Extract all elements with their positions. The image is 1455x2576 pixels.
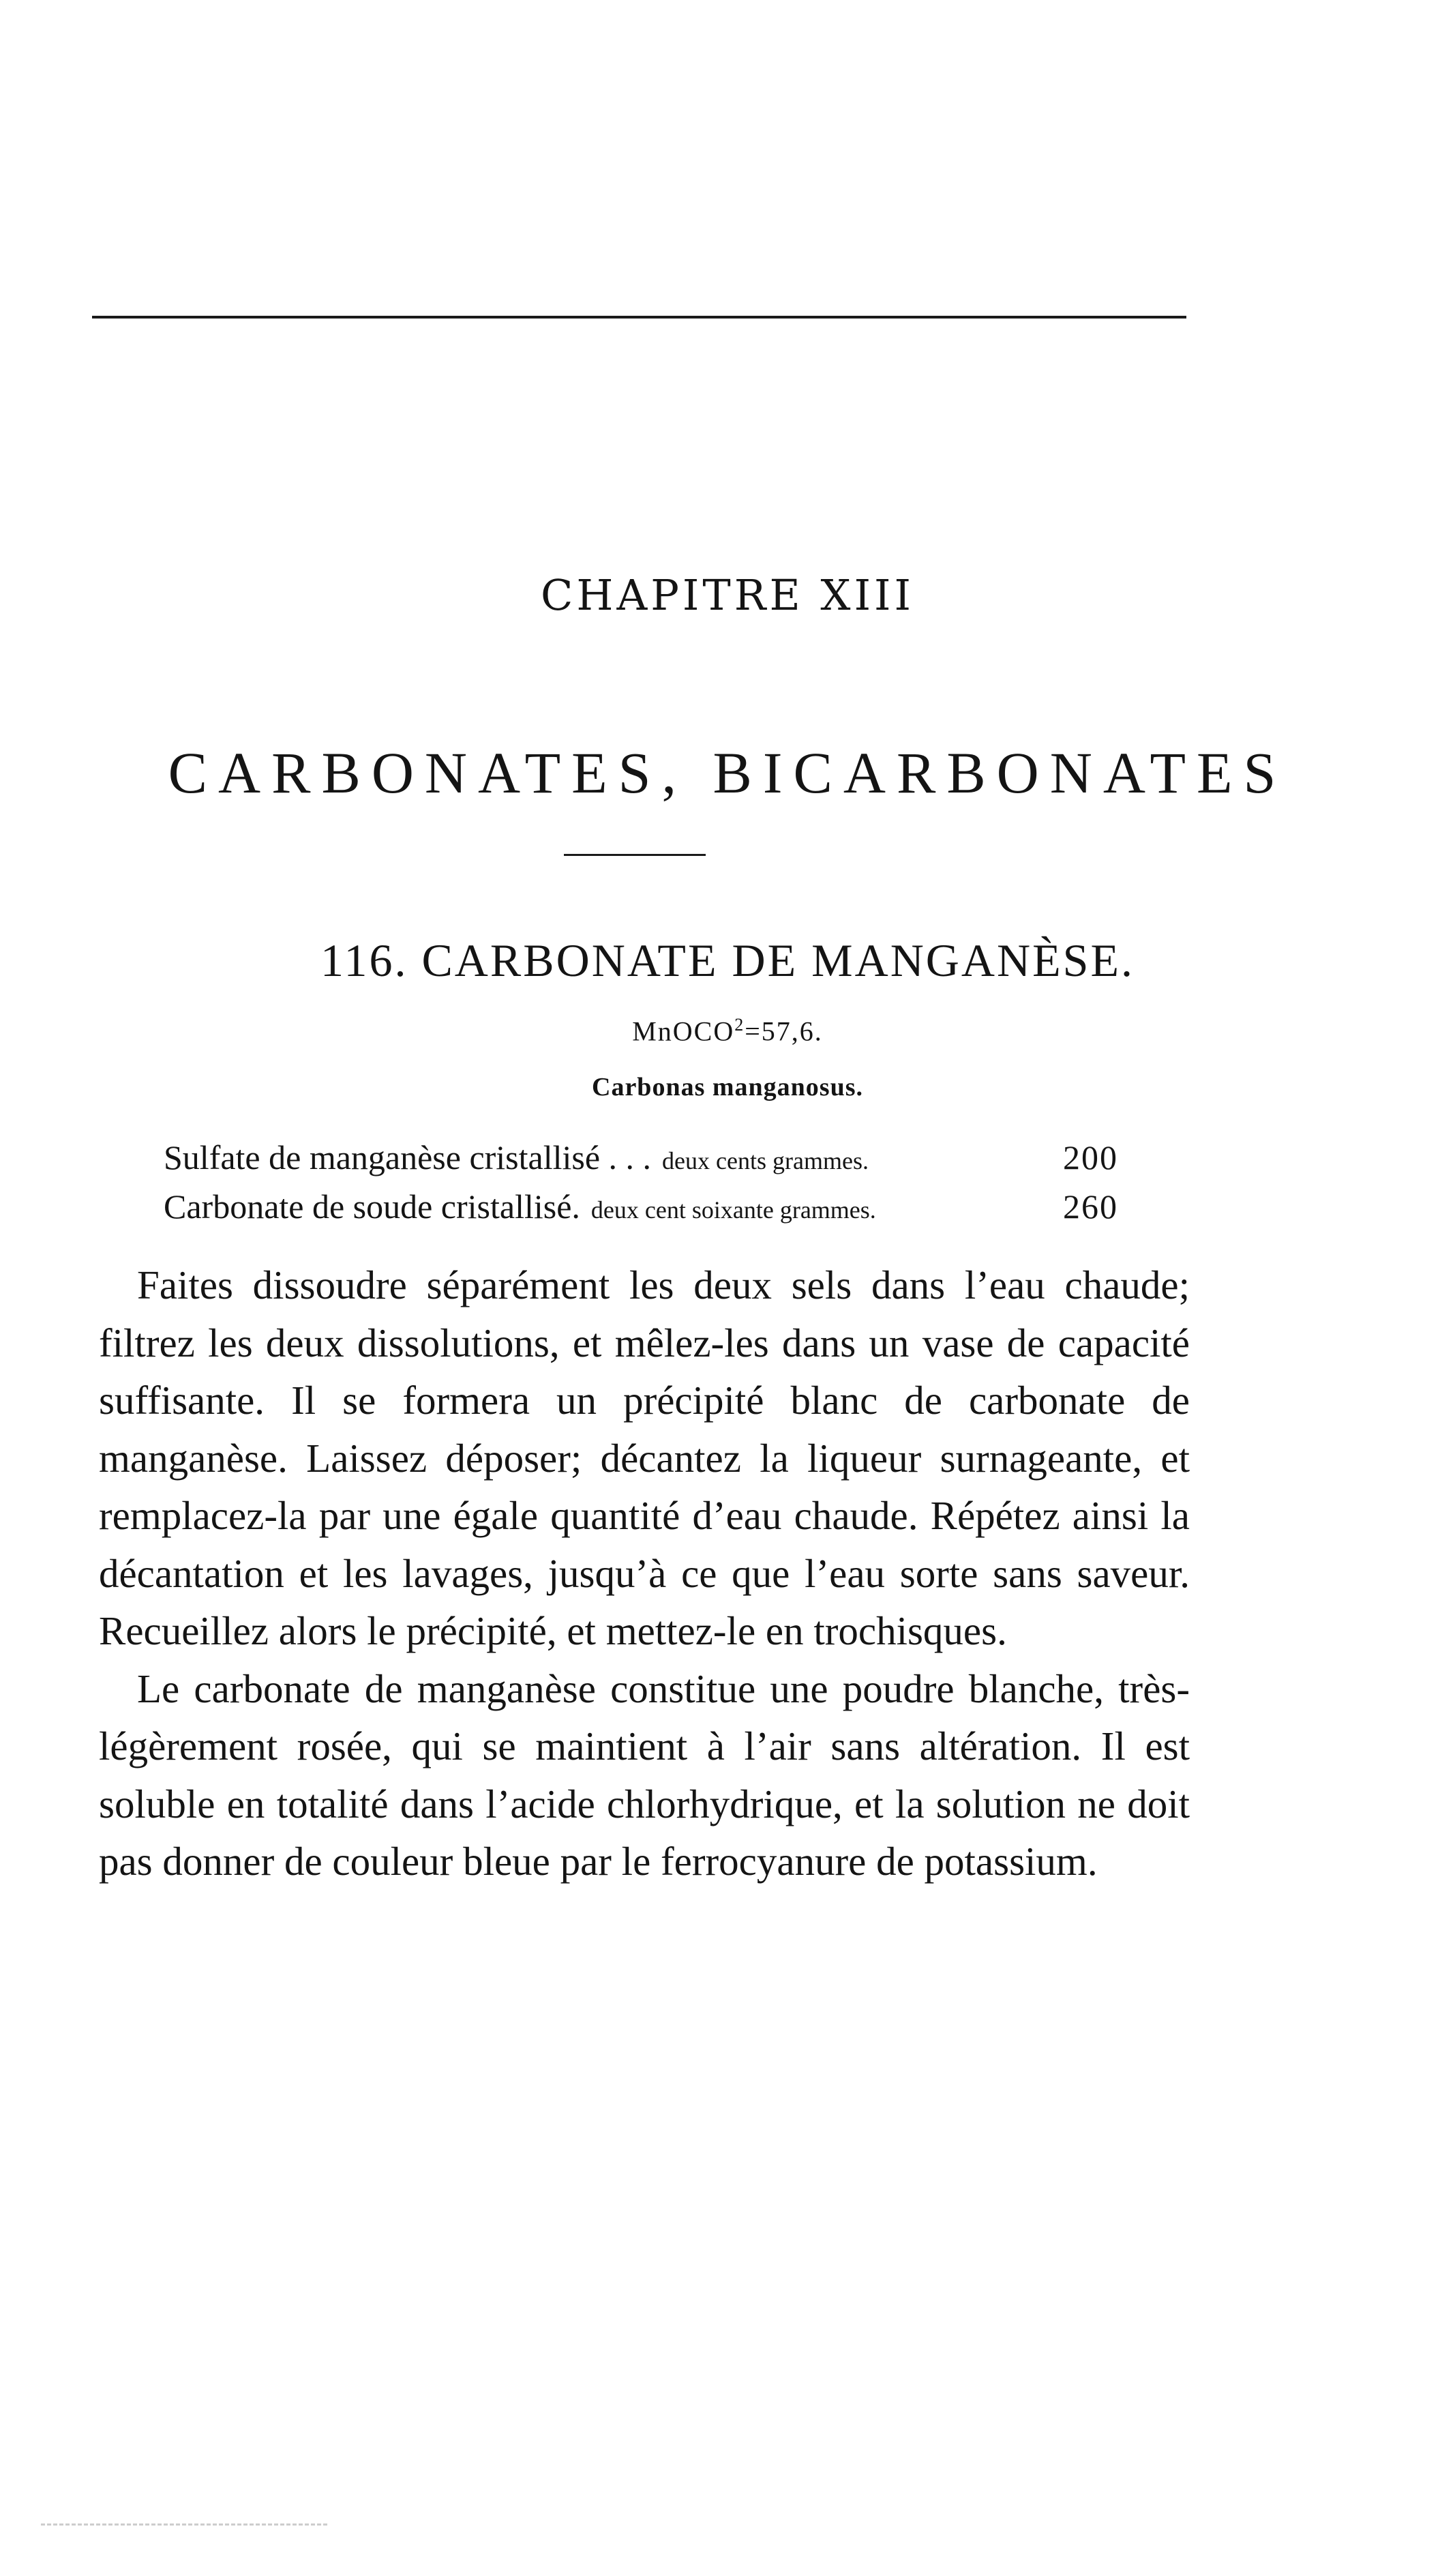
formula-prefix: MnOCO: [632, 1016, 735, 1047]
ingredient-row: [164, 1138, 1118, 1187]
title-separator-rule: [564, 854, 706, 856]
ingredient-name: Sulfate de manganèse cristallisé: [164, 1138, 601, 1176]
ingredient-amount: 200: [1063, 1138, 1118, 1176]
ingredient-list: [164, 1138, 1118, 1236]
section-heading: 116. CARBONATE DE MANGANÈSE.: [320, 934, 1135, 986]
latin-name: Carbonas manganosus.: [592, 1073, 863, 1101]
paragraph: Le carbonate de manganèse constitue une poudre blanche, très-légèrement rosée, qui se maintient à l’air sans altération. Il est soluble en totalité dans l’acide chlorhydrique, et la solution ne doit pas donner de couleur bleue par le ferrocyanure de potassium.: [99, 1665, 1190, 1884]
ingredient-amount-words: deux cent soixante grammes.: [590, 1196, 876, 1224]
formula-superscript: 2: [734, 1015, 745, 1035]
ingredient-amount: 260: [1063, 1187, 1118, 1226]
body-text: [99, 1256, 1190, 1891]
chapter-label: CHAPITRE XIII: [540, 570, 915, 620]
chemical-formula: [0, 1016, 1455, 1045]
ingredient-amount-words: deux cents grammes.: [662, 1147, 869, 1174]
paragraph: Faites dissoudre séparément les deux sels dans l’eau chaude; filtrez les deux dissolutions, et mêlez-les dans un vase de capacité suffisante. Il se formera un précipité blanc de carbonate de manganèse. Laissez déposer; décantez la liqueur surnageante, et remplacez-la par une égale quantité d’eau chaude. Répétez ainsi la décantation et les lavages, jusqu’à ce que l’eau sorte sans saveur. Recueillez alors le précipité, et mettez-le en trochisques.: [99, 1262, 1190, 1653]
ingredient-name: Carbonate de soude cristallisé.: [164, 1187, 580, 1226]
ingredient-leader: . . .: [600, 1138, 652, 1176]
scan-artifact-marks: [41, 2523, 327, 2539]
formula-suffix: =57,6.: [745, 1016, 823, 1047]
header-rule: [92, 316, 1186, 319]
ingredient-row: [164, 1187, 1118, 1236]
chapter-title: CARBONATES, BICARBONATES: [168, 739, 1287, 805]
